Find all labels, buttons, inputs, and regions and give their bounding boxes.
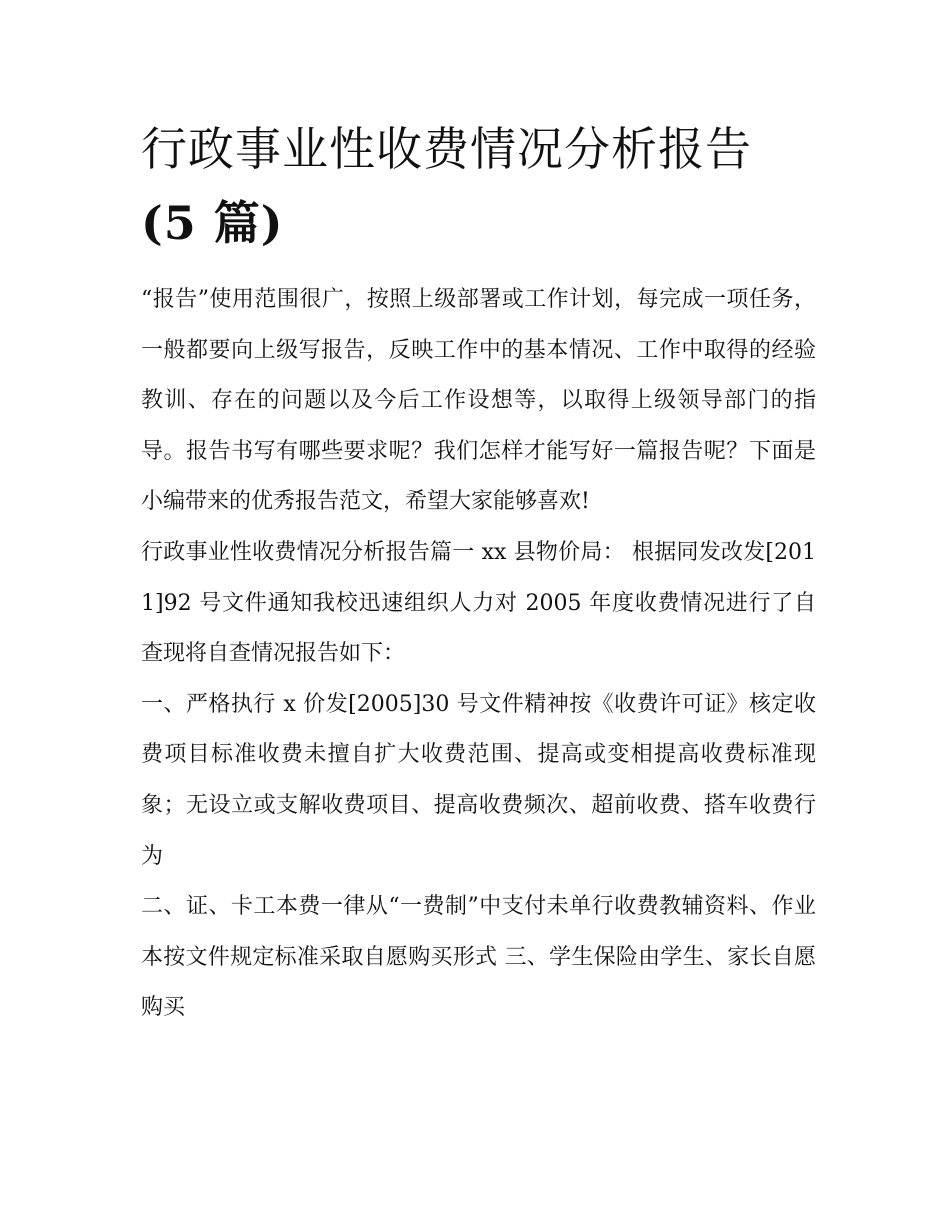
title-line-1: 行政事业性收费情况分析报告 [141, 122, 752, 176]
item-two-paragraph: 二、证、卡工本费一律从“一费制”中支付未单行收费教辅资料、作业本按文件规定标准采取自愿购买形式 三、学生保险由学生、家长自愿购买 [141, 894, 816, 1021]
report-heading-paragraph: 行政事业性收费情况分析报告篇一 xx 县物价局： 根据同发改发[2011]92 号文件通知我校迅速组织人力对 2005 年度收费情况进行了自查现将自查情况报告如下： [141, 539, 816, 667]
title-line-2: (5 篇) [141, 196, 284, 250]
document-title [141, 112, 816, 260]
intro-paragraph: “报告”使用范围很广，按照上级部署或工作计划，每完成一项任务，一般都要向上级写报告，反映工作中的基本情况、工作中取得的经验教训、存在的问题以及今后工作设想等，以取得上级领导部门的指导。报告书写有哪些要求呢？我们怎样才能写好一篇报告呢？下面是小编带来的优秀报告范文，希望大家能够喜欢! [141, 287, 816, 515]
document-body [141, 112, 816, 1034]
item-one-paragraph: 一、严格执行 x 价发[2005]30 号文件精神按《收费许可证》核定收费项目标准收费未擅自扩大收费范围、提高或变相提高收费标准现象；无设立或支解收费项目、提高收费频次、超前收费、搭车收费行为 [141, 691, 816, 869]
